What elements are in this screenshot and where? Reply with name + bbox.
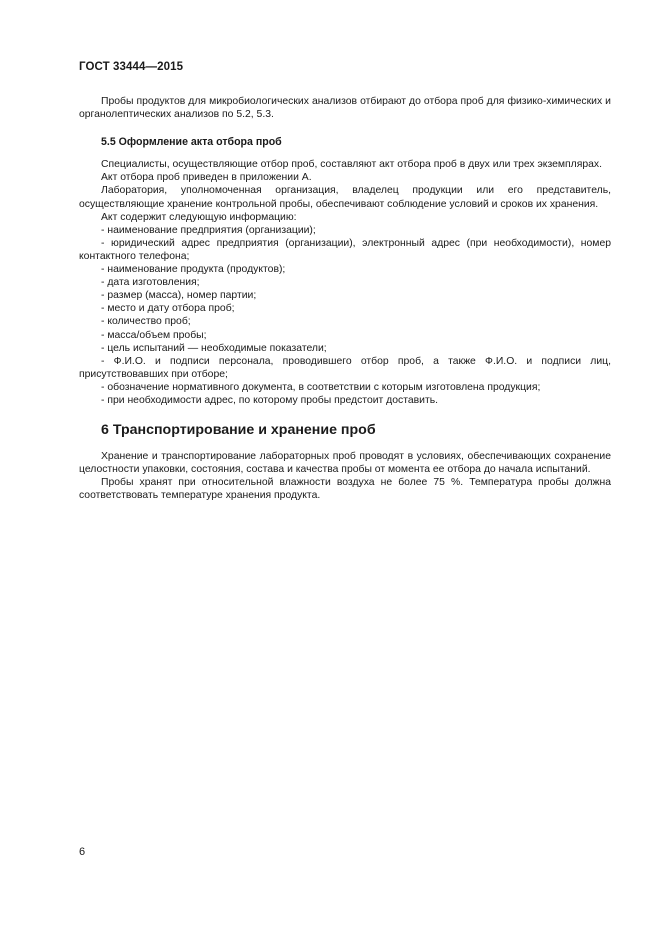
- section-6-heading: 6 Транспортирование и хранение проб: [101, 422, 376, 439]
- document-code-header: ГОСТ 33444—2015: [79, 61, 184, 73]
- list-item: - количество проб;: [101, 316, 191, 328]
- section-5-5-paragraph: Лаборатория, уполномоченная организация, владелец продукции или его представитель, осуществляющие хранение контрольной пробы, обеспечивают соблюдение условий и сроков их хранения.: [79, 185, 611, 210]
- list-item: - при необходимости адрес, по которому пробы предстоит доставить.: [101, 394, 439, 406]
- list-item: - цель испытаний — необходимые показатели;: [101, 342, 327, 354]
- section-6-paragraph: Хранение и транспортирование лабораторных проб проводят в условиях, обеспечивающих сохранение целостности упаковки, состояния, состава и качества пробы от момента ее отбора до начала испытаний.: [79, 451, 611, 476]
- section-5-5-paragraph: Акт отбора проб приведен в приложении А.: [101, 172, 312, 184]
- section-5-5-paragraph: Специалисты, осуществляющие отбор проб, составляют акт отбора проб в двух или трех экземплярах.: [101, 159, 602, 171]
- list-item: - масса/объем пробы;: [101, 329, 207, 341]
- page-number: 6: [79, 846, 86, 858]
- list-item: - обозначение нормативного документа, в соответствии с которым изготовлена продукция;: [101, 381, 541, 393]
- list-item: - наименование предприятия (организации);: [101, 224, 316, 236]
- list-item: - дата изготовления;: [101, 277, 200, 289]
- section-5-5-heading: 5.5 Оформление акта отбора проб: [101, 136, 282, 149]
- list-item: - Ф.И.О. и подписи персонала, проводившего отбор проб, а также Ф.И.О. и подписи лиц, присутствовавших при отборе;: [79, 355, 611, 380]
- list-item: - место и дату отбора проб;: [101, 303, 235, 315]
- section-6-paragraph: Пробы хранят при относительной влажности воздуха не более 75 %. Температура пробы должна соответствовать температуре хранения продукта.: [79, 477, 611, 502]
- list-item: - наименование продукта (продуктов);: [101, 264, 286, 276]
- document-body: [79, 95, 611, 503]
- section-5-5-paragraph: Акт содержит следующую информацию:: [101, 211, 297, 223]
- act-info-list: [79, 224, 611, 407]
- list-item: - юридический адрес предприятия (организации), электронный адрес (при необходимости), номер контактного телефона;: [79, 237, 611, 262]
- intro-paragraph: Пробы продуктов для микробиологических анализов отбирают до отбора проб для физико-химических и органолептических анализов по 5.2, 5.3.: [79, 96, 611, 121]
- list-item: - размер (масса), номер партии;: [101, 290, 257, 302]
